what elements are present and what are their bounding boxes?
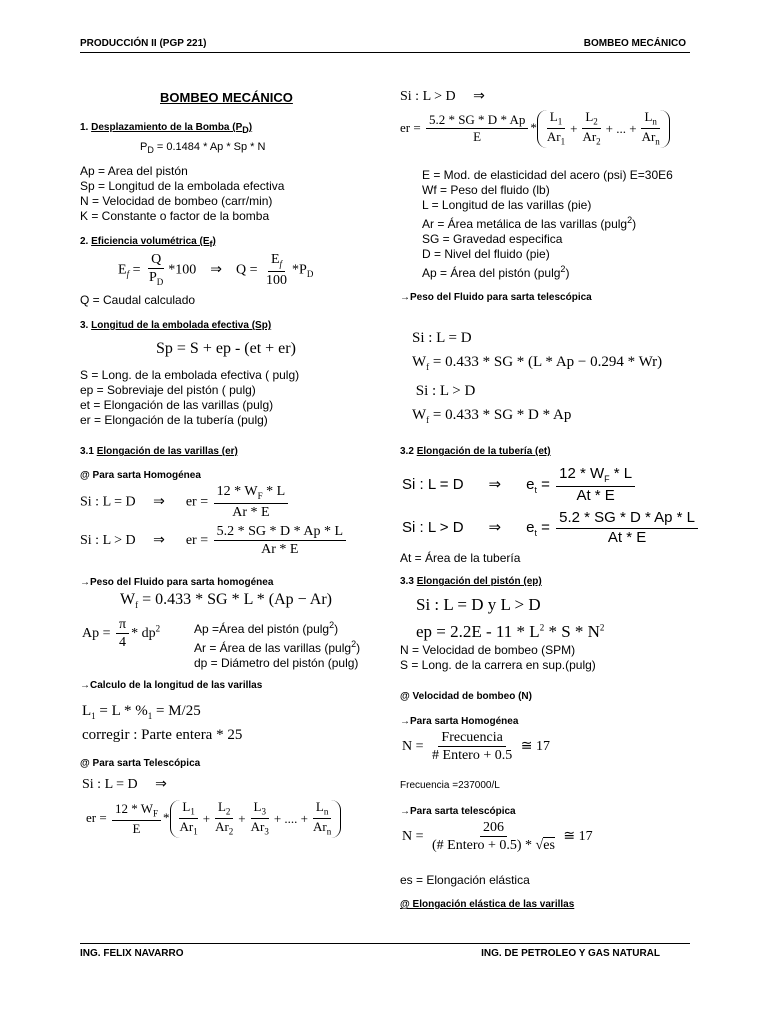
section-3-2-heading: 3.2 Elongación de la tubería (et) [400, 446, 551, 457]
footer-right: ING. DE PETROLEO Y GAS NATURAL [481, 948, 660, 959]
formula-n-telesc: N = $\frac{206}{\text{(\# Entero + 0.5) * √es}}$ ≅ 17 [402, 820, 593, 854]
header-left: PRODUCCIÓN II (PGP 221) [80, 38, 207, 49]
ap-defs: Ap =Área del pistón (pulg$^2$) Ar = Área de las varillas (pulg$^2$) dp = Diámetro del pistón (pulg) [194, 620, 361, 670]
formula-er-right-cond: Si : L > D ⇒ [400, 89, 485, 104]
section-1-heading: 1. Desplazamiento de la Bomba $(P_D)$ [80, 122, 253, 135]
header-rule [80, 52, 690, 53]
formula-efficiency: $E_f$ = $\frac{Q}{P_D}$ *100 ⇒ Q = $\frac{E_f}{100}$ $*P_D$ [118, 252, 314, 288]
section-3-heading: 3. Longitud de la embolada efectiva (Sp) [80, 320, 272, 331]
formula-sp: Sp = S + ep - (et + er) [156, 340, 296, 357]
formula-et-1: Si : L = D ⇒ $e_t$ = $\frac{12 * W_F * L}{At * E}$ [402, 466, 637, 504]
homog2-label: →Para sarta Homogénea [400, 716, 519, 727]
calc-long-label: →Calculo de la longitud de las varillas [80, 680, 263, 691]
at-def: At = Área de la tubería [400, 551, 521, 565]
formula-er-telesc: er = $\frac{12 * W_F}{E}$ * $\frac{L_1}{Ar_1}$ + $\frac{L_2}{Ar_2}$ + $\frac{L_3}{Ar_3}$ + .... + $\frac{L_n}{Ar_n}$ [86, 800, 341, 838]
telescopica-label: @ Para sarta Telescópica [80, 758, 201, 769]
footer-left: ING. FELIX NAVARRO [80, 948, 184, 959]
formula-ep: ep = $2.2E - 11 * L^2$ * S * $N^2$ [416, 622, 605, 641]
section-3-3-defs: N = Velocidad de bombeo (SPM) S = Long. de la carrera en sup.(pulg) [400, 643, 596, 672]
es-def: es = Elongación elástica [400, 873, 530, 887]
frecuencia-def: Frecuencia =237000/L [400, 780, 500, 791]
velocidad-heading: @ Velocidad de bombeo (N) [400, 691, 532, 702]
formula-wf-telesc: Si : L = D $W_f = 0.433$ * SG * (L * Ap − 0.294 * Wr) Si : L > D $W_f = 0.433$ * SG * D * Ap [412, 330, 663, 425]
footer-rule [80, 943, 690, 944]
corregir-text: corregir : Parte entera * 25 [82, 727, 243, 743]
right-defs: E = Mod. de elasticidad del acero (psi) E=30E6 Wf = Peso del fluido (lb) L = Longitud de las varillas (pie) Ar = Área metálica de las varillas (pulg$^2$) SG = Gravedad especifica D = Nivel del fluido (pie) Ap = Área del pistón (pulg$^2$) [422, 168, 673, 280]
formula-et-2: Si : L > D ⇒ $e_t$ = $\frac{5.2 * SG * D * Ap * L}{At * E}$ [402, 510, 700, 546]
section-2-heading: 2. Eficiencia volumétrica $(E_f)$ [80, 236, 216, 249]
formula-er-homog-1: Si : L = D ⇒ er = $\frac{12 * W_F * L}{Ar * E}$ [80, 484, 290, 520]
formula-er-homog-2: Si : L > D ⇒ er = $\frac{5.2 * SG * D * Ap * L}{Ar * E}$ [80, 524, 348, 558]
page-title: BOMBEO MECÁNICO [160, 90, 293, 105]
telesc2-label: →Para sarta telescópica [400, 806, 516, 817]
formula-ap: Ap = $\frac{\pi}{4}$ * $dp^2$ [82, 617, 161, 651]
formula-pd: $P_D = 0.1484 * Ap * Sp * N$ [140, 141, 266, 156]
peso-homog-label: →Peso del Fluido para sarta homogénea [80, 577, 274, 588]
formula-wf-homog: $W_f = 0.433$ * SG * L * (Ap − Ar) [120, 591, 332, 611]
section-3-1-heading: 3.1 Elongación de las varillas (er) [80, 446, 238, 457]
header-right: BOMBEO MECÁNICO [583, 38, 686, 49]
section-1-defs: Ap = Area del pistón Sp = Longitud de la embolada efectiva N = Velocidad de bombeo (carr/min) K = Constante o factor de la bomba [80, 164, 285, 223]
formula-er-telesc-cond: Si : L = D ⇒ [82, 777, 167, 792]
section-3-defs: S = Long. de la embolada efectiva ( pulg) ep = Sobreviaje del pistón ( pulg) et = Elongación de las varillas (pulg) er = Elongación de la tubería (pulg) [80, 368, 300, 427]
section-3-3-heading: 3.3 Elongación del pistón (ep) [400, 576, 542, 587]
formula-er-right: er = $\frac{5.2 * SG * D * Ap}{E}$ * $\frac{L_1}{Ar_1}$ + $\frac{L_2}{Ar_2}$ + ... + $\frac{L_n}{Ar_n}$ [400, 110, 670, 148]
homogenea-label: @ Para sarta Homogénea [80, 470, 201, 481]
formula-ep-cond: Si : L = D y L > D [416, 595, 541, 614]
elong-elast-heading: @ Elongación elástica de las varillas [400, 899, 575, 910]
formula-n-homog: N = $\frac{\text{Frecuencia}}{\text{\# Entero + 0.5}}$ ≅ 17 [402, 730, 550, 764]
caudal-def: Q = Caudal calculado [80, 293, 196, 307]
peso-telesc-label: →Peso del Fluido para sarta telescópica [400, 292, 592, 303]
formula-l1: $L_1 = L * \%_1 = M/25$ [82, 703, 201, 721]
